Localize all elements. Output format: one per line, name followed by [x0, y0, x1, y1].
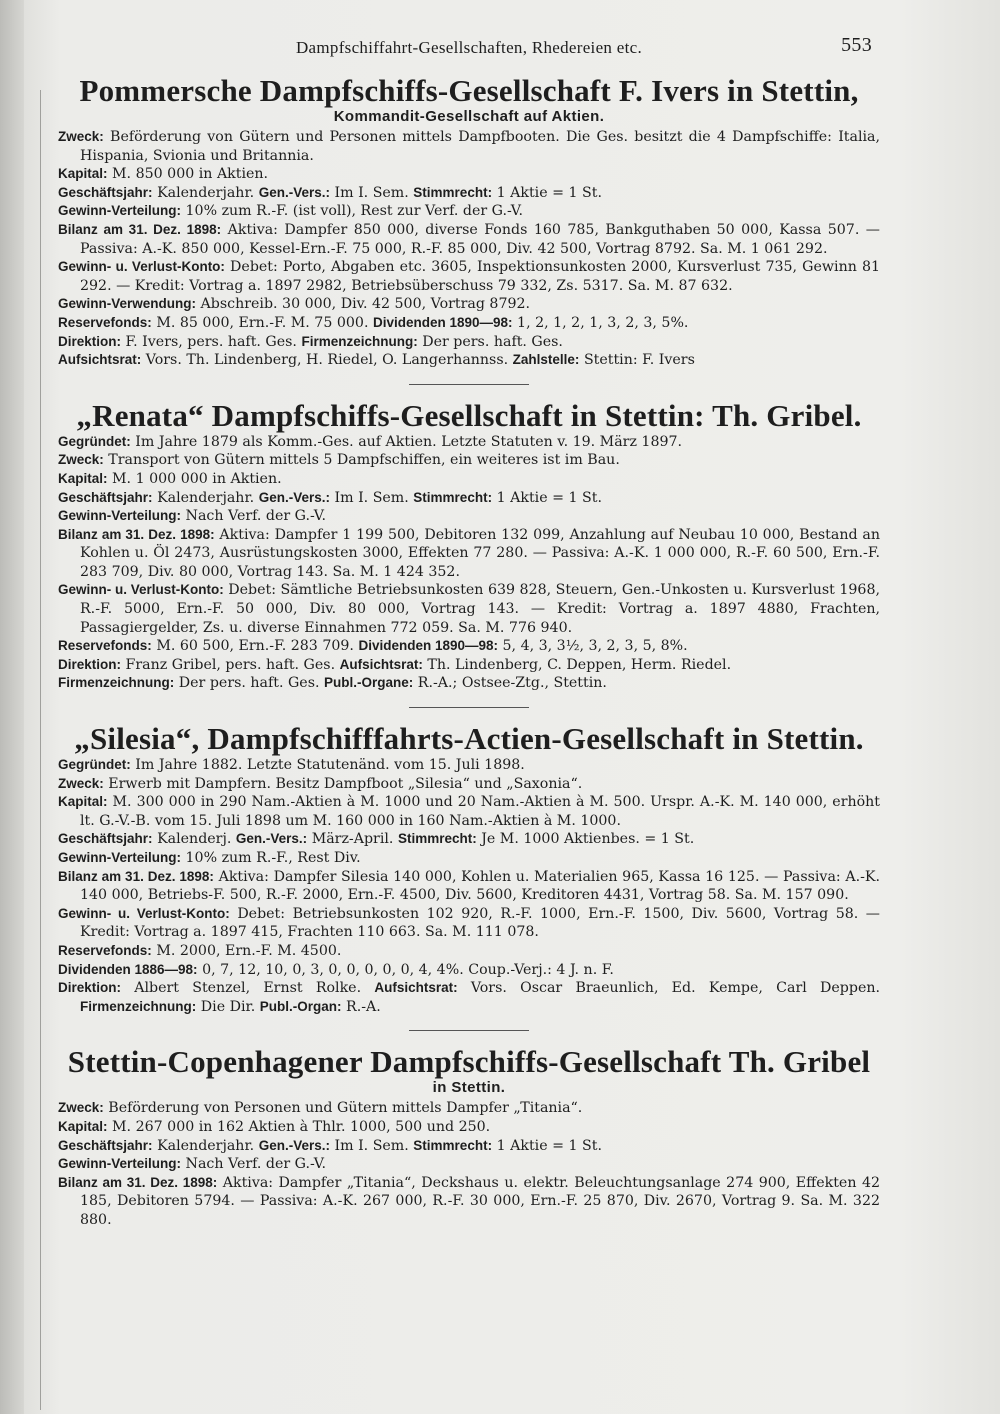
entry-text: 10% zum R.-F. (ist voll), Rest zur Verf. der G.-V.	[185, 203, 524, 220]
entry-paragraph	[58, 526, 880, 582]
running-header	[58, 30, 880, 60]
entry-label: Firmenzeichnung:	[301, 333, 418, 349]
entry-text: 1 Aktie = 1 St.	[496, 489, 602, 506]
entry-text: Im I. Sem.	[334, 1137, 409, 1154]
entry-paragraph	[58, 849, 880, 868]
entry-label: Dividenden 1890—98:	[358, 638, 499, 654]
entry-text: 10% zum R.-F., Rest Div.	[185, 850, 361, 866]
company-title: Pommersche Dampfschiffs-Gesellschaft F. Ivers in Stettin,	[79, 73, 859, 108]
entry-text: Kalenderjahr.	[157, 489, 255, 506]
entry-text: Aktiva: Dampfer Silesia 140 000, Kohlen u. Materialien 965, Kassa 16 125. — Passiva: A.-K. 140 000, Betriebs-F. 500, R.-F. 2000, Ern.-F. 4500, Div. 5600, Kreditoren 4431, Vortrag 58. Sa. M. 157 090.	[80, 868, 880, 904]
entry-text: Transport von Gütern mittels 5 Dampfschiffen, ein weiteres ist im Bau.	[108, 452, 620, 469]
entry-paragraph	[58, 793, 880, 830]
company-title: „Silesia“, Dampfschifffahrts-Actien-Gesellschaft in Stettin.	[74, 721, 864, 757]
entry-text: Kalenderjahr.	[157, 184, 255, 201]
running-title: Dampfschiffahrt-Gesellschaften, Rhedereien etc.	[295, 38, 643, 57]
entry-label: Zweck:	[58, 1100, 104, 1116]
entry-text: Kalenderj.	[157, 831, 232, 848]
entry-label: Reservefonds:	[58, 638, 152, 654]
entry-text: M. 2000, Ern.-F. M. 4500.	[156, 942, 342, 959]
entry-label: Stimmrecht:	[413, 184, 493, 200]
entry-label: Firmenzeichnung:	[58, 675, 175, 691]
entry-label: Gewinn-Verteilung:	[58, 508, 182, 524]
entry-text: Die Dir.	[200, 998, 256, 1015]
entry-paragraph	[58, 905, 880, 942]
entry-paragraph	[58, 868, 880, 905]
company-section	[58, 74, 880, 385]
entry-label: Bilanz am 31. Dez. 1898:	[58, 1174, 218, 1190]
entry-text: Abschreib. 30 000, Div. 42 500, Vortrag 8792.	[200, 296, 531, 313]
entry-label: Gewinn- u. Verlust-Konto:	[58, 259, 225, 275]
entry-label: Geschäftsjahr:	[58, 831, 153, 847]
company-section	[58, 722, 880, 1031]
entry-paragraph	[58, 258, 880, 295]
entry-label: Direktion:	[58, 980, 122, 996]
entry-label: Zweck:	[58, 129, 104, 144]
entry-text: 1 Aktie = 1 St.	[496, 184, 602, 201]
entry-label: Stimmrecht:	[413, 1137, 493, 1153]
entry-label: Reservefonds:	[58, 314, 152, 330]
entry-text: Kalenderjahr.	[157, 1137, 255, 1154]
entry-text: 1 Aktie = 1 St.	[496, 1137, 602, 1154]
entry-label: Gewinn-Verteilung:	[58, 1156, 182, 1172]
entry-label: Gewinn- u. Verlust-Konto:	[58, 905, 230, 921]
entry-label: Zahlstelle:	[512, 352, 580, 368]
entry-text: Der pers. haft. Ges.	[178, 675, 320, 692]
entry-text: M. 1 000 000 in Aktien.	[112, 470, 282, 487]
entry-label: Gen.-Vers.:	[235, 831, 308, 847]
entry-text: Im Jahre 1879 als Komm.-Ges. auf Aktien. Letzte Statuten v. 19. März 1897.	[135, 433, 683, 450]
entry-paragraph	[58, 470, 880, 489]
entry-label: Direktion:	[58, 333, 122, 349]
entry-label: Bilanz am 31. Dez. 1898:	[58, 221, 222, 237]
entry-label: Bilanz am 31. Dez. 1898:	[58, 526, 215, 542]
entry-text: Im Jahre 1882. Letzte Statutenänd. vom 15. Juli 1898.	[135, 757, 525, 774]
entry-paragraph	[58, 165, 880, 184]
entry-text: Nach Verf. der G.-V.	[185, 508, 327, 525]
entry-label: Kapital:	[58, 1118, 108, 1134]
section-divider	[409, 1030, 529, 1031]
company-section	[58, 1045, 880, 1229]
entry-paragraph	[58, 581, 880, 637]
entry-text: Erwerb mit Dampfern. Besitz Dampfboot „Silesia“ und „Saxonia“.	[108, 775, 583, 792]
entry-label: Dividenden 1890—98:	[372, 314, 513, 330]
entry-text: Debet: Sämtliche Betriebsunkosten 639 828, Steuern, Gen.-Unkosten u. Kursverlust 1968, R.-F. 5000, Ern.-F. 50 000, Div. 80 000, Vortrag 143. — Kredit: Vortrag a. 1897 4880, Frachten, Passagiergelder, Zs. u. diverse Einnahmen 772 059. Sa. M. 776 940.	[80, 582, 880, 636]
entry-text: Franz Gribel, pers. haft. Ges.	[125, 656, 336, 673]
entry-text: Th. Lindenberg, C. Deppen, Herm. Riedel.	[427, 656, 732, 673]
entry-paragraph	[58, 295, 880, 314]
entry-text: Im I. Sem.	[334, 489, 409, 506]
entry-text: Nach Verf. der G.-V.	[185, 1156, 327, 1173]
entry-label: Bilanz am 31. Dez. 1898:	[58, 868, 214, 884]
entry-paragraph	[58, 942, 880, 961]
entry-text: Der pers. haft. Ges.	[422, 333, 563, 350]
entry-paragraph	[58, 775, 880, 794]
entry-paragraph	[58, 979, 880, 1016]
entry-label: Publ.-Organ:	[259, 998, 342, 1014]
entry-text: Aktiva: Dampfer 850 000, diverse Fonds 160 785, Bankguthaben 50 000, Kassa 507. — Passiva: A.-K. 850 000, Kessel-Ern.-F. 75 000, R.-F. 85 000, Div. 42 500, Vortrag 8792. Sa. M. 1 061 292.	[80, 221, 880, 257]
entry-text: M. 60 500, Ern.-F. 283 709.	[156, 638, 354, 655]
entry-label: Gewinn-Verteilung:	[58, 203, 182, 219]
entry-label: Stimmrecht:	[397, 831, 477, 847]
entry-text: Vors. Oscar Braeunlich, Ed. Kempe, Carl Deppen.	[470, 980, 880, 997]
company-subtitle: in Stettin.	[432, 1079, 506, 1097]
entry-paragraph	[58, 1137, 880, 1156]
entry-text: Aktiva: Dampfer „Titania“, Deckshaus u. elektr. Beleuchtungsanlage 274 900, Effekten 42 185, Debitoren 5794. — Passiva: A.-K. 267 000, R.-F. 30 000, Ern.-F. 25 870, Div. 2670, Vortrag 9. Sa. M. 322 880.	[80, 1174, 881, 1228]
entry-text: Debet: Betriebsunkosten 102 920, R.-F. 1000, Ern.-F. 1500, Div. 5600, Vortrag 58. — Kredit: Vortrag a. 1897 415, Frachten 110 663. Sa. M. 111 078.	[80, 905, 880, 941]
document-page	[58, 30, 880, 1230]
entry-label: Kapital:	[58, 166, 108, 182]
entry-text: Beförderung von Gütern und Personen mittels Dampfbooten. Die Ges. besitzt die 4 Dampfschiffe: Italia, Hispania, Svionia und Britannia.	[80, 129, 881, 164]
entry-text: Debet: Porto, Abgaben etc. 3605, Inspektionsunkosten 2000, Kursverlust 735, Gewinn 81 292. — Kredit: Vortrag a. 1897 2982, Betriebsüberschuss 79 332, Zs. 5317. Sa. M. 87 632.	[80, 259, 880, 294]
entry-label: Stimmrecht:	[413, 489, 493, 505]
page-edge-line	[40, 90, 41, 1410]
entry-label: Geschäftsjahr:	[58, 1137, 153, 1153]
entry-text: M. 85 000, Ern.-F. M. 75 000.	[156, 314, 369, 331]
company-section	[58, 399, 880, 708]
company-subtitle: Kommandit-Gesellschaft auf Aktien.	[333, 108, 605, 125]
entry-label: Aufsichtsrat:	[374, 980, 458, 996]
entry-text: Beförderung von Personen und Gütern mittels Dampfer „Titania“.	[108, 1100, 583, 1117]
entry-label: Zweck:	[58, 775, 104, 791]
entry-label: Gen.-Vers.:	[258, 184, 330, 200]
entry-label: Direktion:	[58, 656, 122, 672]
entry-paragraph	[58, 1155, 880, 1174]
entry-label: Reservefonds:	[58, 942, 152, 958]
entry-paragraph	[58, 961, 880, 980]
entry-paragraph	[58, 128, 880, 165]
entry-paragraph	[58, 489, 880, 508]
entry-paragraph	[58, 333, 880, 352]
entry-paragraph	[58, 507, 880, 526]
entry-paragraph	[58, 202, 880, 221]
entry-label: Aufsichtsrat:	[339, 656, 423, 672]
entry-label: Geschäftsjahr:	[58, 489, 153, 505]
entry-paragraph	[58, 351, 880, 370]
entry-label: Gen.-Vers.:	[258, 489, 330, 505]
entry-label: Gen.-Vers.:	[258, 1137, 330, 1153]
entry-paragraph	[58, 1174, 880, 1230]
company-title: Stettin-Copenhagener Dampfschiffs-Gesellschaft Th. Gribel	[67, 1044, 871, 1080]
entry-label: Aufsichtsrat:	[58, 352, 142, 368]
entry-paragraph	[58, 221, 880, 258]
entry-paragraph	[58, 637, 880, 656]
entry-text: Albert Stenzel, Ernst Rolke.	[134, 980, 362, 997]
entry-paragraph	[58, 1118, 880, 1137]
entry-text: M. 267 000 in 162 Aktien à Thlr. 1000, 500 und 250.	[112, 1118, 491, 1135]
entry-paragraph	[58, 674, 880, 693]
section-divider	[409, 707, 529, 708]
entry-text: M. 300 000 in 290 Nam.-Aktien à M. 1000 und 20 Nam.-Aktien à M. 500. Urspr. A.-K. M. 140 000, erhöht lt. G.-V.-B. vom 15. Juli 1898 um M. 160 000 in 160 Nam.-Aktien à M. 1000.	[80, 794, 881, 829]
entry-text: Vors. Th. Lindenberg, H. Riedel, O. Langerhannss.	[145, 352, 509, 369]
entry-label: Kapital:	[58, 794, 108, 810]
binding-gutter	[0, 0, 24, 1414]
entry-paragraph	[58, 1099, 880, 1118]
entry-label: Gewinn-Verwendung:	[58, 296, 197, 312]
entry-text: 5, 4, 3, 3½, 3, 2, 3, 5, 8%.	[502, 638, 688, 655]
company-sections	[58, 74, 880, 1230]
entry-label: Zweck:	[58, 452, 104, 468]
entry-label: Firmenzeichnung:	[80, 998, 197, 1014]
entry-label: Publ.-Organe:	[324, 675, 414, 691]
entry-text: 1, 2, 1, 2, 1, 3, 2, 3, 5%.	[517, 314, 689, 331]
entry-paragraph	[58, 830, 880, 849]
entry-label: Dividenden 1886—98:	[58, 961, 198, 977]
entry-text: F. Ivers, pers. haft. Ges.	[125, 333, 297, 350]
entry-text: R.-A.; Ostsee-Ztg., Stettin.	[417, 675, 607, 692]
entry-text: Stettin: F. Ivers	[583, 352, 695, 369]
entry-paragraph	[58, 756, 880, 775]
entry-label: Gegründet:	[58, 433, 131, 449]
entry-text: 0, 7, 12, 10, 0, 3, 0, 0, 0, 0, 0, 4, 4%. Coup.-Verj.: 4 J. n. F.	[202, 961, 614, 978]
entry-text: März-April.	[311, 831, 394, 848]
entry-text: Im I. Sem.	[334, 184, 409, 201]
company-title: „Renata“ Dampfschiffs-Gesellschaft in Stettin: Th. Gribel.	[76, 397, 862, 433]
entry-label: Gewinn-Verteilung:	[58, 850, 182, 865]
entry-label: Gegründet:	[58, 757, 131, 773]
entry-text: M. 850 000 in Aktien.	[112, 166, 269, 183]
entry-text: Je M. 1000 Aktienbes. = 1 St.	[481, 831, 695, 848]
entry-paragraph	[58, 314, 880, 333]
entry-text: R.-A.	[346, 998, 381, 1015]
section-divider	[409, 384, 529, 385]
entry-paragraph	[58, 433, 880, 452]
page-number: 553	[841, 34, 872, 56]
entry-label: Geschäftsjahr:	[58, 184, 153, 200]
entry-paragraph	[58, 184, 880, 203]
entry-paragraph	[58, 451, 880, 470]
entry-label: Gewinn- u. Verlust-Konto:	[58, 582, 224, 598]
entry-label: Kapital:	[58, 470, 108, 486]
entry-text: Aktiva: Dampfer 1 199 500, Debitoren 132 099, Anzahlung auf Neubau 10 000, Bestand an Kohlen u. Öl 2473, Ausrüstungskosten 3000, Effekten 77 280. — Passiva: A.-K. 1 000 000, R.-F. 60 500, Ern.-F. 283 709, Div. 80 000, Vortrag 143. Sa. M. 1 424 352.	[80, 526, 880, 580]
entry-paragraph	[58, 656, 880, 675]
